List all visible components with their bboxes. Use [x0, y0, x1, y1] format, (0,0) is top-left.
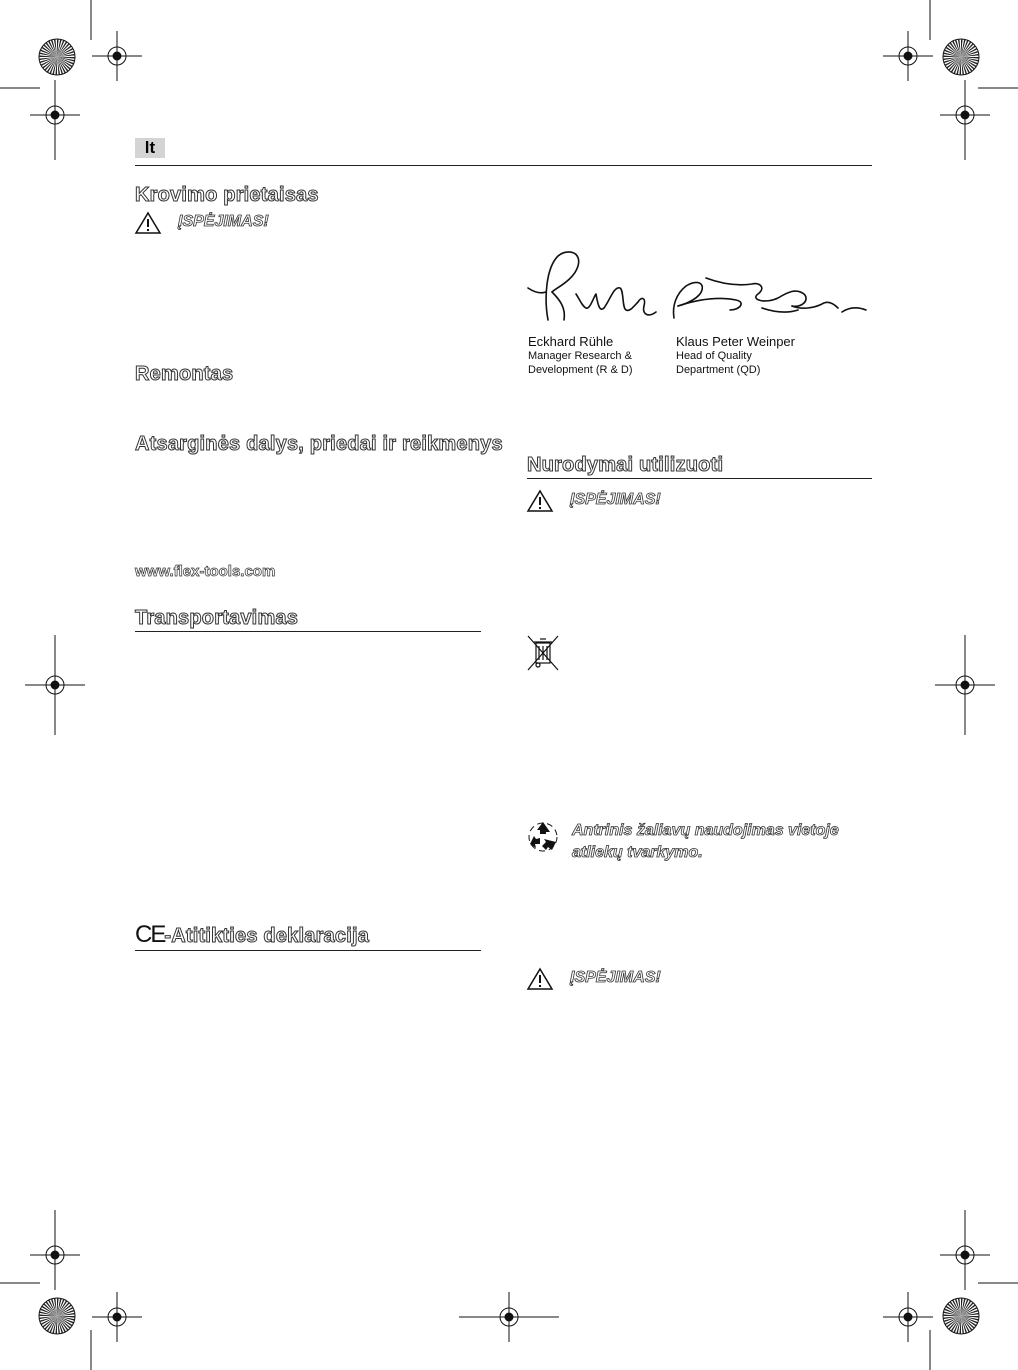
website-link[interactable]: www.flex-tools.com [135, 563, 276, 580]
signatory-1-role-line-2: Development (R & D) [528, 364, 633, 376]
disposal-heading: Nurodymai utilizuoti [527, 454, 872, 479]
registration-mark-icon [883, 31, 933, 81]
recycling-note [572, 820, 872, 864]
signatory-2-name: Klaus Peter Weinper [676, 334, 795, 349]
color-wheel-icon [942, 38, 980, 76]
header-rule [135, 165, 872, 166]
ce-heading-text: -Atitikties deklaracija [164, 925, 370, 947]
registration-mark-icon [940, 80, 990, 160]
color-wheel-icon [38, 1297, 76, 1335]
signatory-2-role-line-2: Department (QD) [676, 364, 761, 376]
recycle-arrows-icon [526, 820, 560, 852]
registration-mark-icon [30, 80, 80, 160]
language-tab: lt [135, 138, 165, 158]
signatory-2-role [676, 349, 760, 377]
handwritten-signatures [526, 248, 871, 328]
registration-mark-icon [459, 1292, 559, 1342]
color-wheel-icon [942, 1297, 980, 1335]
repair-heading: Remontas [135, 363, 234, 385]
charger-warning: ĮSPĖJIMAS! [178, 213, 269, 230]
charger-heading: Krovimo prietaisas [135, 184, 319, 206]
registration-mark-icon [883, 1292, 933, 1342]
color-wheel-icon [38, 38, 76, 76]
registration-mark-icon [940, 1210, 990, 1290]
ce-declaration-heading [135, 921, 481, 951]
crossed-out-wheelie-bin-icon [526, 634, 560, 672]
signatory-1-role-line-1: Manager Research & [528, 350, 632, 362]
signatory-1-role [528, 349, 633, 377]
ce-mark: CE [135, 921, 165, 948]
registration-mark-icon [92, 31, 142, 81]
spare-parts-heading: Atsarginės dalys, priedai ir reikmenys [135, 433, 503, 455]
recycling-line-1: Antrinis žaliavų naudojimas vietoje [572, 822, 839, 839]
recycling-line-2: atliekų tvarkymo. [572, 844, 703, 861]
warning-triangle-icon [526, 967, 554, 991]
warning-triangle-icon [134, 211, 162, 235]
registration-mark-icon [92, 1292, 142, 1342]
registration-mark-icon [25, 635, 85, 735]
signatory-1-name: Eckhard Rühle [528, 334, 614, 349]
registration-mark-icon [935, 635, 995, 735]
disposal-warning: ĮSPĖJIMAS! [570, 491, 661, 508]
transport-heading: Transportavimas [135, 607, 481, 632]
warning-triangle-icon [526, 489, 554, 513]
registration-mark-icon [30, 1210, 80, 1290]
signatory-2-role-line-1: Head of Quality [676, 350, 752, 362]
final-warning: ĮSPĖJIMAS! [570, 969, 661, 986]
